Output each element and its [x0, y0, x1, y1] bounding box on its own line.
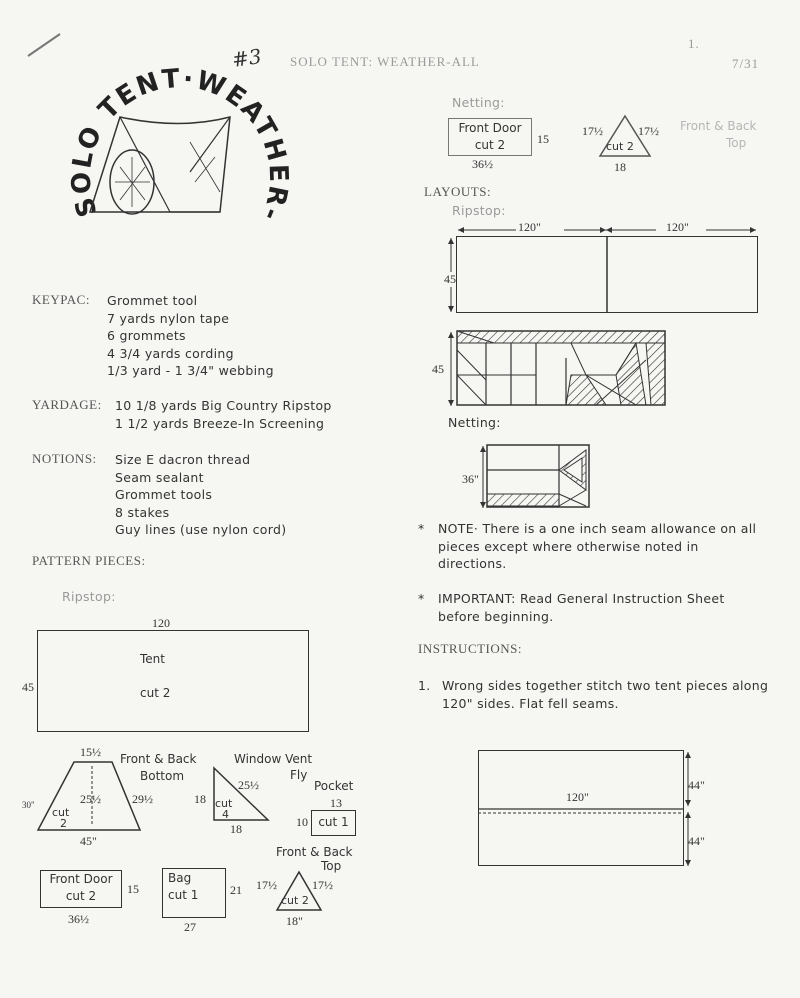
- netting-front-door-line2: cut 2: [474, 138, 506, 152]
- solo-tent-logo: [58, 39, 294, 282]
- tent-height-dim: 45: [22, 680, 34, 694]
- layout-netting-arrow: [478, 444, 488, 510]
- tent-piece: [37, 630, 309, 732]
- yardage-item: 1 1/2 yards Breeze-In Screening: [115, 415, 325, 431]
- pencil-mark: [24, 30, 64, 60]
- notions-item: 8 stakes: [115, 504, 170, 520]
- fbb-title-line1: Front & Back: [120, 752, 197, 766]
- fbt-cut: cut 2: [281, 894, 309, 907]
- netting-triangle-cut: cut 2: [606, 140, 634, 153]
- svg-text:SOLO TENT·WEATHER-ALL: SOLO TENT·WEATHER-ALL: [58, 39, 294, 227]
- layout-netting-height: 36": [462, 472, 479, 486]
- layouts-label: LAYOUTS:: [424, 184, 492, 199]
- front-door-height-dim: 15: [127, 882, 139, 896]
- keypac-item: 6 grommets: [107, 328, 186, 343]
- window-vent-shape: [212, 766, 272, 826]
- netting-front-door-width-dim: 36½: [472, 157, 493, 171]
- netting-label: Netting:: [452, 95, 505, 110]
- page-title: SOLO TENT: WEATHER-ALL: [290, 54, 480, 69]
- important-text: IMPORTANT: Read General Instruction Sheet before beginning.: [438, 591, 725, 624]
- instructions-label: INSTRUCTIONS:: [418, 641, 523, 656]
- pattern-pieces-label: PATTERN PIECES:: [32, 553, 146, 568]
- notions-item: Seam sealant: [115, 469, 204, 485]
- keypac-item: 1/3 yard - 1 3/4" webbing: [107, 363, 274, 378]
- front-door-line1: Front Door: [49, 872, 113, 886]
- yardage-label: YARDAGE:: [32, 397, 102, 412]
- instruction-bottom-dim: 44": [688, 834, 705, 848]
- pattern-ripstop-label: Ripstop:: [62, 589, 116, 604]
- layouts-ripstop-label: Ripstop:: [452, 203, 506, 218]
- layout-height-2: 45: [432, 362, 444, 376]
- bag-height-dim: 21: [230, 883, 242, 897]
- layout-netting-label: Netting:: [448, 415, 501, 430]
- step1-number: 1.: [418, 678, 431, 693]
- fly-pocket-height-dim: 10: [296, 815, 308, 829]
- fbt-right-dim: 17½: [312, 878, 333, 892]
- netting-triangle-left-dim: 17½: [582, 124, 603, 138]
- fly-pocket-title-line1: Fly: [290, 768, 308, 782]
- note-star: *: [418, 521, 425, 536]
- fly-pocket-width-dim: 13: [330, 796, 342, 810]
- layout-dim-right: 120": [666, 220, 689, 234]
- keypac-label: KEYPAC:: [32, 292, 90, 307]
- fbb-left-dim: 30": [22, 800, 35, 810]
- bag-line2: cut 1: [168, 888, 199, 902]
- front-door-width-dim: 36½: [68, 912, 89, 926]
- window-vent-cut: cut: [215, 797, 233, 810]
- fly-pocket-cut: cut 1: [318, 815, 349, 829]
- fbb-cut-count: 2: [60, 817, 67, 830]
- fbb-mid-dim: 25½: [80, 792, 101, 806]
- fbb-cut: cut: [52, 806, 70, 819]
- fbt-title-line1: Front & Back: [276, 845, 353, 859]
- fbb-bottom-dim: 45": [80, 834, 97, 848]
- layout-height-arrow-2: [446, 330, 456, 408]
- fbt-title-line2: Top: [321, 859, 342, 873]
- keypac-item: 4 3/4 yards cording: [107, 345, 234, 361]
- fbb-side-dim: 29½: [132, 792, 153, 806]
- instruction-height-arrows: [683, 750, 693, 868]
- layout-dim-left: 120": [518, 220, 541, 234]
- netting-fbt-line1: Front & Back: [680, 119, 757, 133]
- instruction-seam-line: [478, 806, 684, 816]
- layout-ripstop-panel-2: [456, 330, 668, 408]
- netting-front-door-line1: Front Door: [458, 121, 522, 135]
- fbt-base-dim: 18": [286, 914, 303, 928]
- keypac-list: [107, 292, 274, 380]
- notions-item: Size E dacron thread: [115, 452, 251, 467]
- netting-front-door-height-dim: 15: [537, 132, 549, 146]
- notions-label: NOTIONS:: [32, 451, 97, 466]
- window-vent-hyp-dim: 25½: [238, 778, 259, 792]
- yardage-item: 10 1/8 yards Big Country Ripstop: [115, 398, 332, 413]
- fbb-top-dim: 15½: [80, 745, 101, 759]
- instruction-top-dim: 44": [688, 778, 705, 792]
- window-vent-cut-count: 4: [222, 808, 229, 821]
- window-vent-height-dim: 18: [194, 792, 206, 806]
- netting-triangle-base-dim: 18: [614, 160, 626, 174]
- keypac-item: 7 yards nylon tape: [107, 310, 230, 326]
- front-door-line2: cut 2: [65, 889, 97, 903]
- handwritten-number: #3: [230, 44, 264, 72]
- window-vent-title: Window Vent: [234, 752, 313, 766]
- notions-item: Grommet tools: [115, 487, 213, 502]
- tent-width-dim: 120: [152, 616, 170, 630]
- tent-name: Tent: [140, 652, 165, 666]
- window-vent-base-dim: 18: [230, 822, 242, 836]
- tent-cut: cut 2: [140, 686, 171, 700]
- layout-height-1: 45: [444, 272, 456, 286]
- important-star: *: [418, 591, 425, 606]
- keypac-item: Grommet tool: [107, 293, 198, 308]
- layout-netting-panel: [486, 444, 592, 510]
- page-number: 1.: [688, 36, 700, 51]
- fbt-left-dim: 17½: [256, 878, 277, 892]
- netting-triangle-right-dim: 17½: [638, 124, 659, 138]
- layout-panel-divider: [606, 236, 610, 313]
- note-text: NOTE· There is a one inch seam allowance on all pieces except where otherwise noted in directions.: [438, 521, 757, 571]
- notions-list: [115, 451, 286, 539]
- instruction-width-dim: 120": [566, 790, 589, 804]
- bag-line1: Bag: [168, 871, 192, 885]
- fly-pocket-title-line2: Pocket: [314, 779, 354, 793]
- notions-item: Guy lines (use nylon cord): [115, 522, 287, 537]
- yardage-list: [115, 397, 332, 432]
- step1-text: Wrong sides together stitch two tent pieces along 120" sides. Flat fell seams.: [442, 678, 769, 711]
- page-date: 7/31: [732, 56, 760, 71]
- bag-width-dim: 27: [184, 920, 196, 934]
- fbb-title-line2: Bottom: [140, 769, 185, 783]
- netting-fbt-line2: Top: [726, 136, 747, 150]
